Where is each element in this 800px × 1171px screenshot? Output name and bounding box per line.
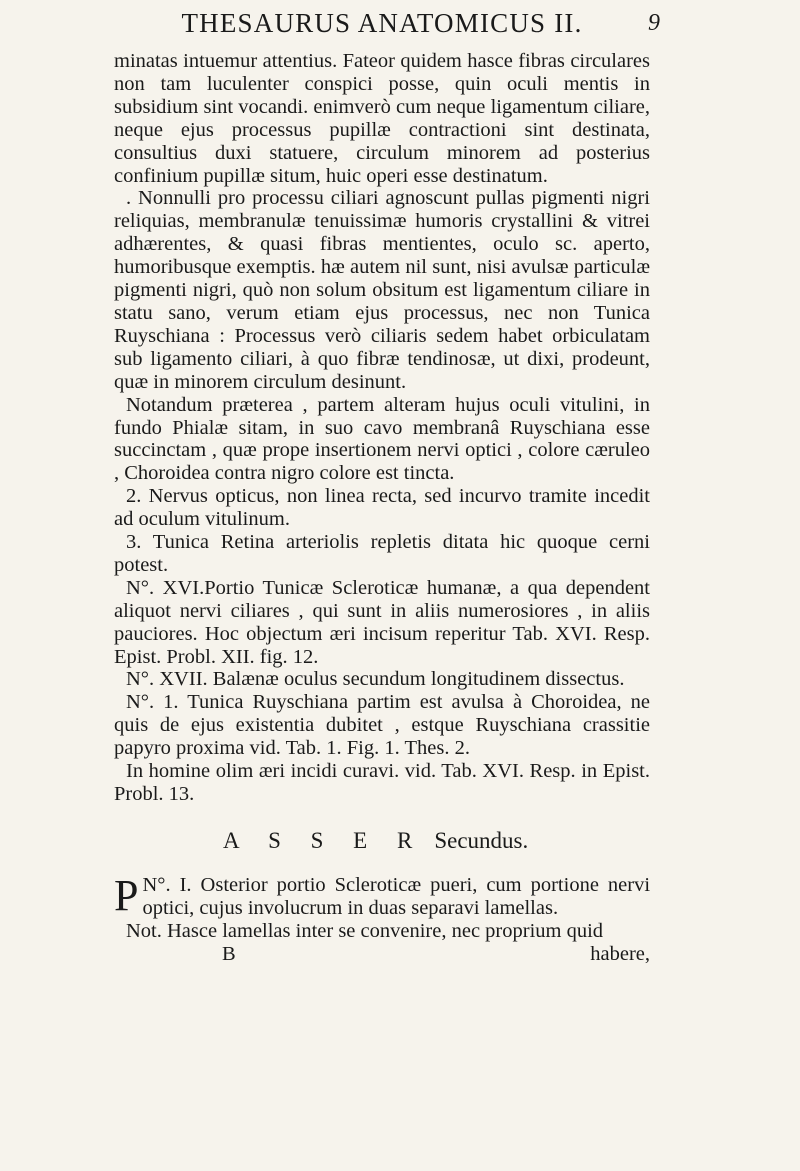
section-body [114,870,651,943]
paragraph: N°. XVII. Balænæ oculus secundum longitudinem dissectus. [126,668,625,691]
catchline [114,943,650,966]
section-heading-ordinal: Secundus. [434,827,529,853]
paragraph: N°. 1. Tunica Ruyschiana partim est avulsa à Choroidea, ne quis de ejus existentia dubitet , estque Ruyschiana crassitie papyro proxima vid. Tab. 1. Fig. 1. Thes. 2. [114,691,650,760]
paragraph: . Nonnulli pro processu ciliari agnoscunt pullas pigmenti nigri reliquias, membranulæ tenuissimæ humoris crystallini & vitrei adhærentes, & quasi fibras mentientes, oculo sc. aperto, humoribusque exemptis. hæ autem nil sunt, nisi avulsæ particulæ pigmenti nigri, quò non solum obsitum est ligamentum ciliare in statu sano, verum etiam ejus processus, nec non Tunica Ruyschiana : Processus verò ciliaris sedem habet orbiculatam sub ligamento ciliari, à quo fibræ tendinosæ, ut dixi, prodeunt, quæ in minorem circulum desinunt. [114,187,650,393]
paragraph: N°. XVI.Portio Tunicæ Scleroticæ humanæ, a qua dependent aliquot nervi ciliares , qui sunt in aliis numerosiores , in aliis pauciores. Hoc objectum æri incisum reperitur Tab. XVI. Resp. Epist. Probl. XII. fig. 12. [114,576,650,668]
paragraph-n1 [114,870,651,920]
paragraph: In homine olim æri incidi curavi. vid. Tab. XVI. Resp. in Epist. Probl. 13. [114,760,650,805]
body-text [114,50,650,806]
catchword: habere, [590,942,650,965]
paragraph: 3. Tunica Retina arteriolis repletis ditata hic quoque cerni potest. [114,531,650,576]
running-title: THESAURUS ANATOMICUS II. [181,8,583,38]
signature-mark: B [222,942,236,965]
note-line: Not. Hasce lamellas inter se convenire, nec proprium quid [126,919,604,942]
page-number: 9 [648,10,660,36]
paragraph: 2. Nervus opticus, non linea recta, sed incurvo tramite incedit ad oculum vitulinum. [114,485,650,531]
paragraph: minatas intuemur attentius. Fateor quidem hasce fibras circulares non tam luculenter conspici posse, quin oculi mentis in subsidium sint vocandi. enimverò cum neque ligamentum ciliare, neque ejus processus pupillæ contractioni sint destinata, consultius duxi statuere, circulum minorem ad posterius confinium pupillæ situm, huic operi esse destinatum. [114,50,650,187]
section-heading-word: A S S E R [223,827,425,853]
entry-number: N°. I. [142,873,192,896]
section-heading [114,828,650,854]
paragraph: Notandum præterea , partem alteram hujus oculi vitulini, in fundo Phialæ sitam, in suo cavo membranâ Ruyschiana esse succinctam , quæ prope insertionem nervi optici , colore cæruleo , Choroidea contra nigro colore est tincta. [114,393,650,485]
drop-cap: P [114,870,139,920]
entry-text: Osterior portio Scleroticæ pueri, cum portione nervi optici, cujus involucrum in duas separavi lamellas. [142,873,651,919]
running-head [114,6,660,46]
